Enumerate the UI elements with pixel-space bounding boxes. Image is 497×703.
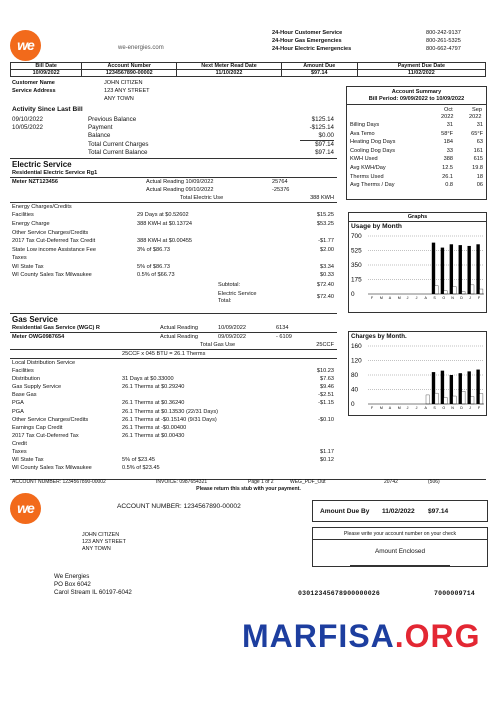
- charge-amount: $1.17: [320, 449, 334, 455]
- activity-date: 09/10/2022: [12, 116, 43, 123]
- col-header-sep: Sep: [472, 107, 482, 113]
- remit-line: Carol Stream IL 60197-6042: [54, 589, 132, 596]
- charge-label: WI County Sales Tax Milwaukee: [12, 465, 92, 472]
- scanline-1: 03012345678900000026: [298, 590, 381, 597]
- charge-label: 2017 Tax Cut-Deferred Tax: [12, 432, 79, 439]
- electric-meter: Meter NZT123456: [12, 179, 59, 185]
- contact-number: 800-242-9137: [426, 30, 461, 36]
- electric-service-total: $72.40: [316, 294, 334, 300]
- contact-label: 24-Hour Customer Service: [272, 30, 343, 36]
- charge-label: 2017 Tax Cut-Deferred Tax Credit: [12, 238, 96, 244]
- electric-reading-label: Actual Reading 10/09/2022: [146, 179, 214, 185]
- footer-page: Page 1 of 2: [248, 479, 274, 485]
- footer-num1: 20742: [384, 479, 398, 485]
- charge-label: Facilities: [12, 212, 34, 218]
- contact-number: 800-261-5325: [426, 38, 461, 44]
- table-header: Payment Due Date: [357, 63, 485, 70]
- account-number-value: 1234567890-00002: [82, 70, 177, 77]
- charge-label: Credit: [12, 440, 27, 447]
- x-tick-label: M: [379, 296, 383, 300]
- charge-detail: 388 KWH at $0.13724: [137, 221, 193, 227]
- table-header: Amount Due: [281, 63, 357, 70]
- charge-detail: 0.5% of $23.45: [122, 465, 160, 472]
- x-tick-label: F: [370, 406, 374, 410]
- charge-label: Facilities: [12, 368, 34, 374]
- stub-amount-due-date: 11/02/2022: [382, 508, 415, 515]
- payment-due-date-value: 11/02/2022: [357, 70, 485, 77]
- contact-label: 24-Hour Gas Emergencies: [272, 38, 342, 44]
- charge-amount: $7.63: [320, 376, 334, 383]
- usage-by-month-chart: [348, 230, 487, 312]
- contact-number: 800-662-4797: [426, 46, 461, 52]
- watermark-part-1: MARFISA: [242, 618, 395, 654]
- bar: [471, 397, 474, 404]
- summary-row-sep: 31: [476, 122, 483, 128]
- y-tick-label: 0: [351, 291, 355, 298]
- electric-reading-label: Actual Reading 09/10/2022: [146, 187, 214, 193]
- x-tick-label: D: [460, 296, 463, 300]
- charge-label: WI County Sales Tax Milwaukee: [12, 272, 92, 278]
- electric-charges-header: Energy Charges/Credits: [12, 204, 72, 210]
- activity-amount: $0.00: [318, 132, 334, 139]
- bar: [453, 396, 456, 404]
- service-address-label: Service Address: [12, 88, 56, 94]
- gas-reading-value: 6134: [276, 325, 289, 331]
- amount-enclosed-field[interactable]: [350, 556, 450, 566]
- charge-label: Taxes: [12, 255, 27, 261]
- we-energies-logo: we: [10, 493, 41, 524]
- gas-service-subtitle: Residential Gas Service (WGC) R: [12, 325, 100, 331]
- summary-row-label: Billing Days: [350, 122, 380, 128]
- gas-reading-label: Actual Reading: [160, 325, 198, 331]
- x-tick-label: F: [478, 406, 481, 410]
- summary-row-label: Heating Dog Days: [350, 139, 396, 146]
- charge-label: Base Gas: [12, 392, 37, 399]
- electric-reading-value: 25764: [272, 179, 288, 185]
- charges-chart-title: Charges by Month.: [351, 333, 407, 340]
- x-tick-label: N: [451, 296, 454, 300]
- summary-row-label: Ava Temo: [350, 130, 375, 137]
- x-tick-label: N: [451, 406, 454, 410]
- x-tick-label: O: [442, 296, 446, 300]
- x-tick-label: S: [433, 406, 436, 410]
- charge-detail: 31 Days at $0.33000: [122, 376, 174, 383]
- charge-detail: 29 Days at $0.52602: [137, 212, 189, 218]
- summary-row-sep: 06: [476, 182, 483, 189]
- contact-label: 24-Hour Electric Emergencies: [272, 46, 352, 52]
- summary-row-oct: 184: [443, 139, 453, 146]
- gas-meter: Meter OWG0987654: [12, 334, 65, 340]
- footer-account: ACCOUNT NUMBER: 1234567890-00002: [12, 479, 106, 485]
- gas-reading-label: Actual Reading: [160, 334, 198, 340]
- charge-amount: $0.12: [320, 457, 334, 464]
- watermark: [242, 618, 481, 655]
- account-summary-title: Account Summary: [391, 89, 442, 95]
- charge-detail: 5% of $23.45: [122, 457, 155, 464]
- service-town: ANY TOWN: [104, 96, 134, 102]
- scanline-2: 7000009714: [434, 590, 476, 597]
- stub-amount-due-label: Amount Due By: [320, 508, 370, 515]
- bar: [441, 371, 444, 404]
- x-tick-label: J: [415, 406, 418, 410]
- charge-amount: $53.25: [316, 221, 334, 227]
- y-tick-label: 175: [351, 276, 362, 284]
- charge-detail: 3% of $86.73: [137, 247, 170, 253]
- bill-date-value: 10/09/2022: [11, 70, 82, 77]
- x-tick-label: F: [478, 296, 481, 300]
- charge-label: PGA: [12, 408, 24, 415]
- summary-row-oct: 33: [446, 147, 453, 154]
- summary-row-label: Avg Therms / Day: [350, 182, 395, 189]
- bar: [450, 375, 453, 404]
- x-tick-label: A: [388, 296, 392, 300]
- summary-row-oct: 12.5: [442, 165, 453, 171]
- bar: [459, 373, 462, 404]
- charge-amount: -$1.77: [318, 238, 334, 244]
- gas-charges-header: Local Distribution Service: [12, 360, 76, 366]
- bar: [467, 371, 470, 404]
- y-tick-label: 0: [351, 401, 355, 408]
- bar: [426, 395, 429, 404]
- activity-label: Total Current Charges: [88, 141, 149, 148]
- x-tick-label: D: [460, 406, 463, 410]
- charge-amount: $9.46: [320, 384, 334, 391]
- gas-reading-date: 10/09/2022: [218, 325, 246, 331]
- bill-summary-table: [10, 62, 486, 77]
- activity-date: 10/05/2022: [12, 124, 43, 131]
- stub-customer-line: ANY TOWN: [82, 546, 111, 552]
- x-tick-label: M: [397, 296, 401, 300]
- activity-amount: -$125.14: [309, 124, 334, 131]
- bar: [480, 394, 483, 404]
- charge-amount: $15.25: [316, 212, 334, 218]
- x-tick-label: J: [469, 406, 471, 410]
- stub-account: ACCOUNT NUMBER: 1234567890-00002: [117, 503, 241, 510]
- charge-amount: $2.00: [320, 247, 334, 253]
- summary-row-sep: 19.8: [472, 165, 483, 171]
- activity-amount: $97.14: [315, 149, 334, 156]
- summary-row-oct: 26.1: [442, 173, 453, 180]
- charge-amount: -$0.10: [318, 416, 334, 423]
- charge-label: State Low income Assistance Fee: [12, 247, 96, 253]
- bar: [444, 291, 447, 294]
- bar: [453, 287, 456, 294]
- we-energies-logo: we: [10, 30, 41, 61]
- gas-service-title: Gas Service: [12, 315, 58, 324]
- x-tick-label: A: [388, 406, 392, 410]
- bar: [432, 372, 435, 404]
- footer-num2: (506): [428, 479, 440, 485]
- activity-label: Previous Balance: [88, 116, 137, 123]
- charge-detail: 0.5% of $66.73: [137, 272, 175, 278]
- summary-row-label: Avg KWH/Day: [350, 165, 386, 171]
- gas-total-label: Total Gas Use: [200, 342, 236, 348]
- amount-enclosed-label: Amount Enclosed: [374, 548, 426, 555]
- activity-amount: $125.14: [311, 116, 334, 123]
- x-tick-label: A: [424, 296, 427, 300]
- stub-customer-line: JOHN CITIZEN: [82, 532, 120, 538]
- stub-customer-line: 123 ANY STREET: [82, 539, 126, 545]
- y-tick-label: 700: [351, 233, 362, 240]
- gas-reading-value: - 6109: [276, 334, 292, 340]
- charge-label: Other Service Charges/Credits: [12, 230, 89, 236]
- summary-row-sep: 161: [473, 147, 483, 154]
- y-tick-label: 160: [351, 343, 362, 350]
- customer-name: JOHN CITIZEN: [104, 80, 143, 86]
- x-tick-label: S: [433, 296, 436, 300]
- bar: [444, 397, 447, 404]
- bar: [462, 391, 465, 404]
- charge-amount: $10.23: [316, 368, 334, 374]
- charge-label: WI State Tax: [12, 264, 44, 270]
- activity-label: Total Current Balance: [88, 149, 148, 156]
- bar: [476, 244, 479, 294]
- charges-by-month-chart: [348, 340, 487, 415]
- activity-label: Balance: [88, 132, 111, 139]
- y-tick-label: 120: [351, 357, 362, 365]
- summary-row-label: Cooling Dog Days: [350, 147, 396, 154]
- bar: [462, 292, 465, 294]
- summary-row-oct: 0.8: [445, 182, 453, 189]
- summary-row-sep: 63: [476, 139, 483, 146]
- electric-subtotal: $72.40: [316, 282, 334, 288]
- summary-row-sep: 65°F: [471, 130, 483, 137]
- bar: [435, 393, 438, 404]
- table-header: Next Meter Read Date: [177, 63, 282, 70]
- bar: [459, 245, 462, 294]
- table-header: Bill Date: [11, 63, 82, 70]
- bar: [467, 246, 470, 294]
- x-tick-label: J: [469, 296, 471, 300]
- electric-total-value: 388 KWH: [310, 195, 334, 201]
- x-tick-label: F: [370, 296, 374, 300]
- summary-row-label: Therms Used: [350, 173, 384, 180]
- charge-amount: -$1.15: [318, 400, 334, 407]
- x-tick-label: J: [406, 296, 409, 300]
- gas-conversion: 25CCF x 045 BTU = 26.1 Therms: [122, 351, 206, 357]
- charge-detail: 26.1 Therms at $0.36240: [122, 400, 185, 407]
- charge-label: Gas Supply Service: [12, 384, 62, 391]
- remit-line: We Energies: [54, 573, 90, 580]
- footer-code: WEG_PDF_Out: [290, 479, 326, 485]
- summary-row-label: KWH Used: [350, 156, 378, 163]
- footer-invoice: INVOICE: 0987654321: [156, 479, 208, 485]
- stub-notice: Please return this stub with your payment.: [196, 486, 301, 492]
- y-tick-label: 80: [351, 372, 359, 379]
- charge-detail: 26.1 Therms at $0.13530 (22/31 Days): [122, 408, 218, 415]
- x-tick-label: M: [397, 406, 401, 410]
- y-tick-label: 40: [351, 386, 359, 394]
- bar: [441, 248, 444, 294]
- next-read-date-value: 11/10/2022: [177, 70, 282, 77]
- activity-label: Payment: [88, 124, 113, 131]
- col-header-sep-year: 2022: [469, 114, 482, 120]
- charge-amount: $3.34: [320, 264, 334, 270]
- remit-line: PO Box 6042: [54, 581, 91, 588]
- charge-detail: 5% of $86.73: [137, 264, 170, 270]
- electric-subtotal-label: Subtotal:: [218, 282, 241, 288]
- charge-label: Distribution: [12, 376, 40, 383]
- summary-row-sep: 615: [473, 156, 483, 163]
- gas-total-value: 25CCF: [316, 342, 334, 348]
- usage-chart-title: Usage by Month: [351, 223, 402, 230]
- charge-detail: 26.1 Therms at $0.00430: [122, 432, 185, 439]
- charge-label: Taxes: [12, 449, 27, 455]
- charge-label: Energy Charge: [12, 221, 50, 227]
- graphs-title: Graphs: [407, 214, 428, 220]
- charge-detail: 26.1 Therms at -$0.00400: [122, 424, 187, 431]
- bar: [432, 243, 435, 294]
- electric-total-label: Total Electric Use: [180, 195, 224, 201]
- stub-write-note: Please write your account number on your check: [343, 531, 457, 537]
- gas-reading-date: 09/09/2022: [218, 334, 246, 340]
- customer-name-label: Customer Name: [12, 80, 55, 86]
- summary-row-oct: 388: [443, 156, 453, 163]
- bar: [480, 289, 483, 294]
- electric-reading-value: -25376: [272, 187, 290, 193]
- electric-service-total-label: Total:: [218, 298, 232, 304]
- activity-amount: $97.14: [315, 141, 334, 148]
- charge-detail: 388 KWH at $0.00455: [137, 238, 193, 244]
- electric-service-total-label: Electric Service: [218, 291, 257, 297]
- x-tick-label: M: [379, 406, 383, 410]
- charge-detail: 26.1 Therms at $0.29240: [122, 384, 185, 391]
- bar: [476, 370, 479, 404]
- bar: [450, 244, 453, 294]
- col-header-oct-year: 2022: [441, 114, 454, 120]
- service-street: 123 ANY STREET: [104, 88, 150, 94]
- charge-label: Other Service Charges/Credits: [12, 416, 89, 423]
- x-tick-label: J: [415, 296, 418, 300]
- website-label[interactable]: we-energies.com: [118, 45, 164, 51]
- electric-service-subtitle: Residential Electric Service Rg1: [12, 170, 98, 176]
- table-header: Account Number: [82, 63, 177, 70]
- summary-row-oct: 31: [446, 122, 453, 128]
- charge-label: WI State Tax: [12, 457, 44, 464]
- watermark-part-2: .ORG: [394, 618, 481, 654]
- summary-row-sep: 18: [476, 173, 483, 180]
- col-header-oct: Oct: [444, 107, 453, 113]
- charge-detail: 26.1 Therms at -$0.15140 (9/31 Days): [122, 416, 217, 423]
- summary-row-oct: 58°F: [441, 130, 453, 137]
- charge-amount: $0.33: [320, 272, 334, 278]
- x-tick-label: A: [424, 406, 427, 410]
- y-tick-label: 350: [351, 262, 362, 269]
- y-tick-label: 525: [351, 247, 362, 255]
- charge-amount: -$2.51: [318, 392, 334, 399]
- bill-period: Bill Period: 09/09/2022 to 10/09/2022: [368, 96, 465, 102]
- charge-label: PGA: [12, 400, 24, 407]
- electric-service-title: Electric Service: [12, 160, 72, 169]
- stub-amount-due: $97.14: [428, 508, 449, 515]
- x-tick-label: O: [442, 406, 446, 410]
- amount-due-value: $97.14: [281, 70, 357, 77]
- activity-title: Activity Since Last Bill: [12, 106, 83, 113]
- bar: [471, 285, 474, 294]
- charge-label: Earnings Cap Credit: [12, 424, 63, 431]
- bar: [435, 286, 438, 294]
- x-tick-label: J: [406, 406, 409, 410]
